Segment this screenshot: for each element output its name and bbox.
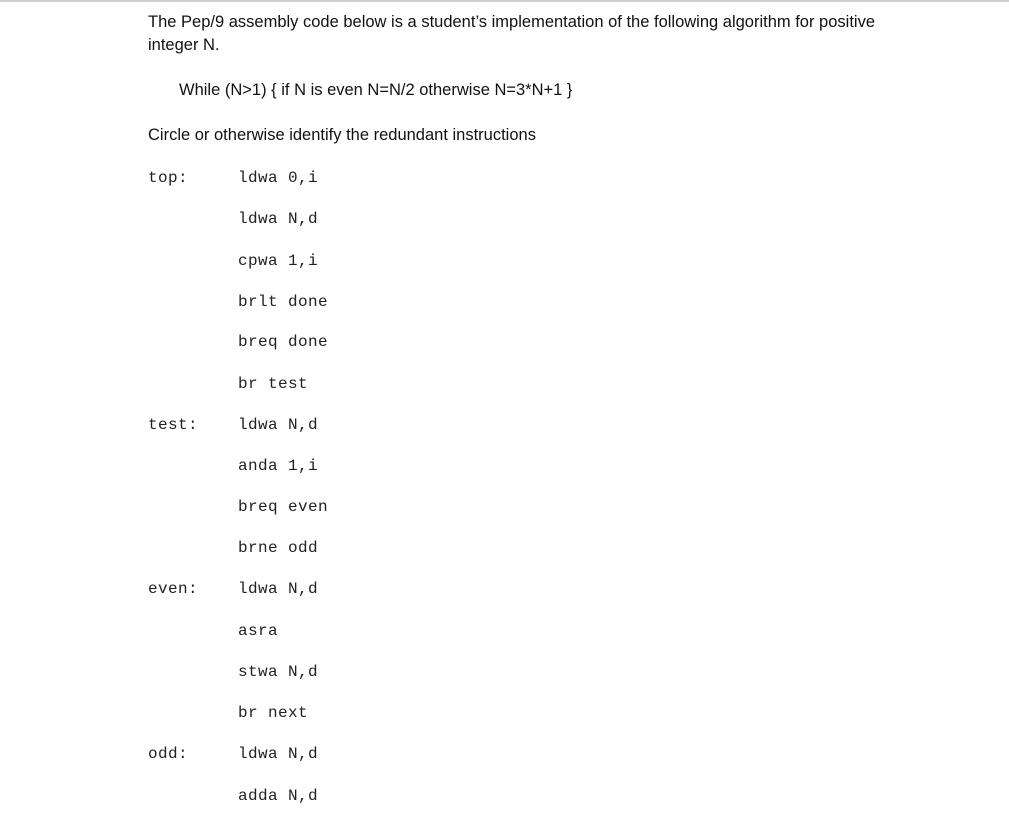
code-line: br next [238,704,309,722]
code-line: ldwa 0,i [238,169,319,187]
code-line: ldwa N,d [238,210,319,228]
code-line: stwa N,d [238,663,319,681]
code-line: ldwa N,d [238,580,319,598]
code-line: ldwa N,d [238,416,319,434]
code-line: cpwa 1,i [238,252,319,270]
code-line: brne odd [238,539,319,557]
code-line: ldwa N,d [238,745,319,763]
intro-paragraph: The Pep/9 assembly code below is a student’s implementation of the following algorithm for positive integer N. [148,13,875,54]
code-label-even: even: [148,580,199,598]
code-line: anda 1,i [238,457,319,475]
code-line: breq even [238,498,329,516]
code-line: breq done [238,333,329,351]
code-line: adda N,d [238,787,319,805]
instruction-text: Circle or otherwise identify the redundant instructions [148,126,536,144]
code-line: br test [238,375,309,393]
page-top-border [0,0,1009,2]
code-label-top: top: [148,169,189,187]
code-line: brlt done [238,293,329,311]
algorithm-statement: While (N>1) { if N is even N=N/2 otherwise N=3*N+1 } [179,81,573,99]
code-label-test: test: [148,416,199,434]
code-line: asra [238,622,279,640]
code-label-odd: odd: [148,745,189,763]
